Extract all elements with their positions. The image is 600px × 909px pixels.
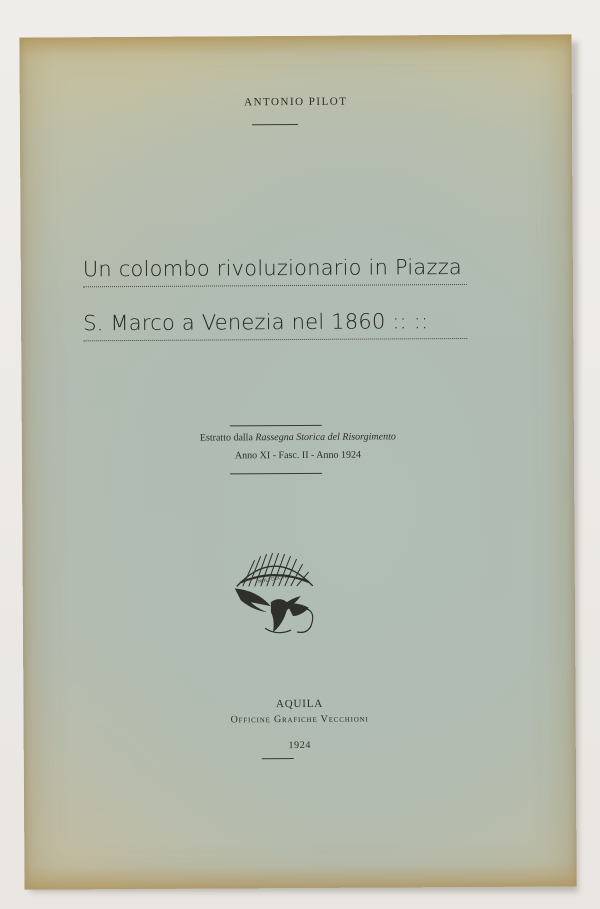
extract-rule-bottom: [230, 473, 322, 475]
extract-source: [22, 430, 574, 444]
publisher-name: Officine Grafiche Vecchioni: [230, 713, 369, 726]
emblem-motto: NOLI DUCTUS: [257, 574, 292, 586]
publication-year: 1924: [288, 739, 311, 752]
year-divider: [262, 758, 294, 759]
extract-rule-top: [230, 425, 322, 427]
eagle-with-sunburst-icon: [227, 546, 324, 643]
title-dotted-rule-1: [83, 284, 467, 287]
author-divider: [252, 124, 298, 125]
extract-prefix: Estratto dalla: [199, 432, 253, 444]
title-line-2: S. Marco a Venezia nel 1860 :: ::: [83, 309, 429, 336]
title-line-1: Un colombo rivoluzionario in Piazza: [82, 254, 463, 282]
extract-journal: Rassegna Storica del Risorgimento: [255, 431, 396, 444]
extract-issue: Anno XI - Fasc. II - Anno 1924: [234, 449, 362, 462]
publication-city: AQUILA: [275, 697, 323, 711]
aged-bottom-edge: [24, 864, 576, 889]
pamphlet-cover: [19, 34, 576, 889]
aged-top-edge: [19, 34, 571, 55]
author-name: ANTONIO PILOT: [244, 95, 348, 109]
title-dotted-rule-2: [83, 338, 467, 341]
